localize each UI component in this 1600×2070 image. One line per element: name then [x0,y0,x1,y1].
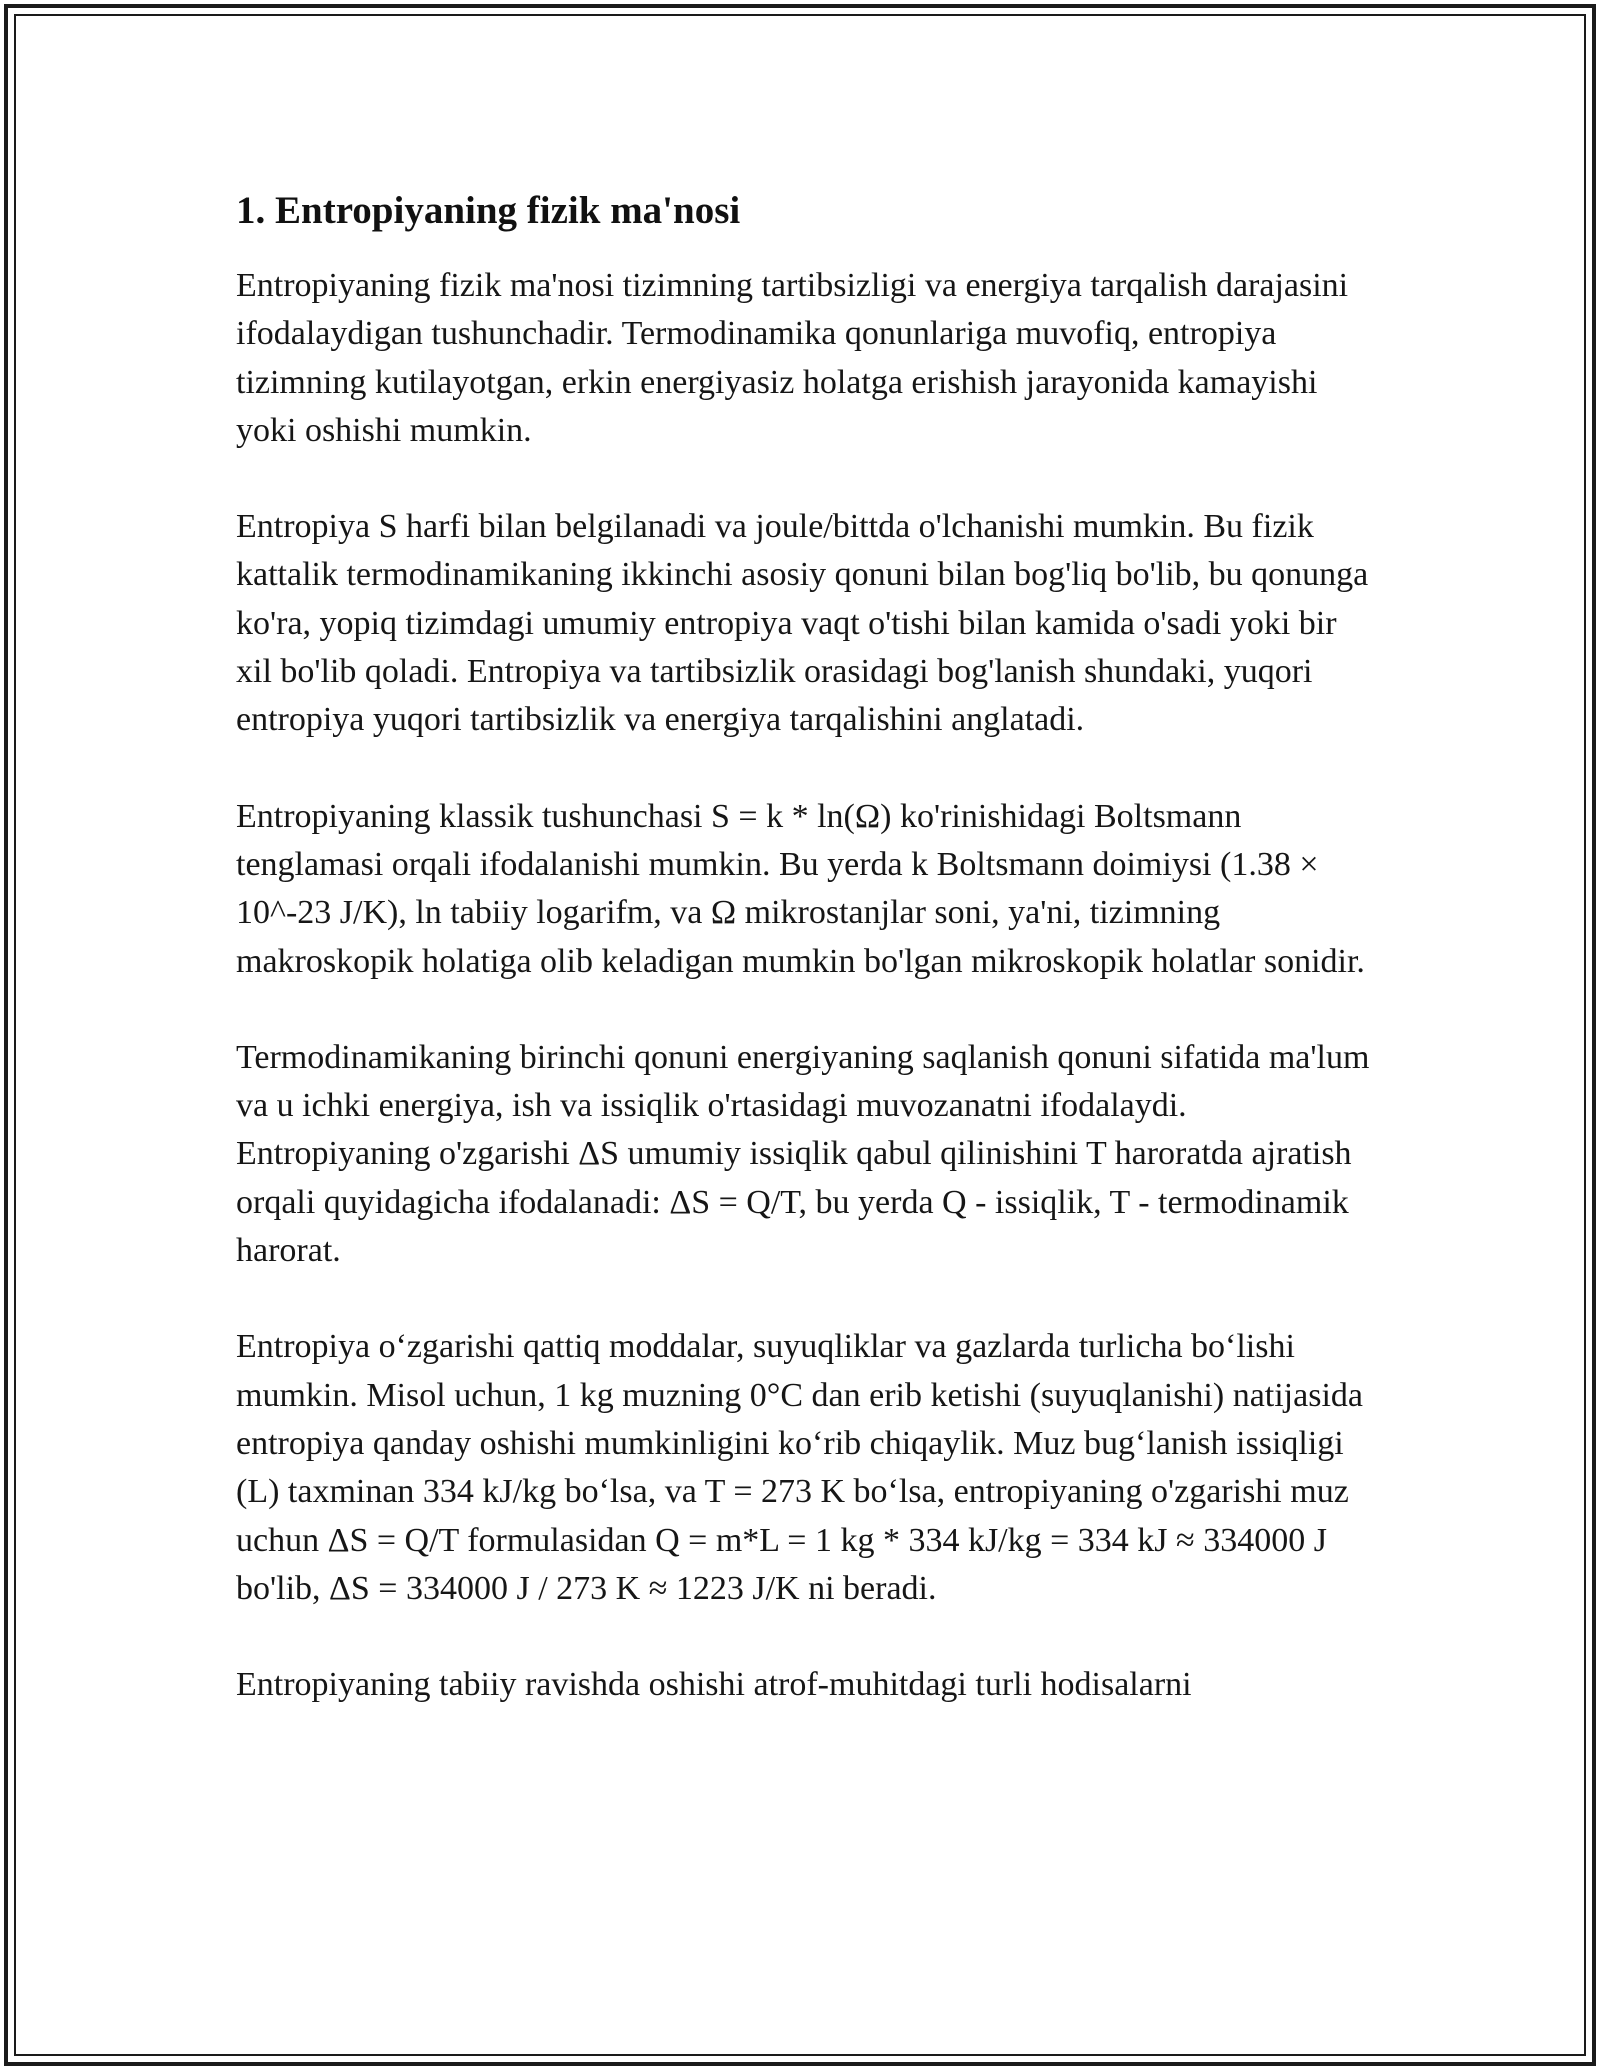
document-body [236,186,1376,1757]
paragraph-3: Entropiyaning klassik tushunchasi S = k * ln(Ω) ko'rinishidagi Boltsmann tenglamasi orqali ifodalanishi mumkin. Bu yerda k Boltsmann doimiysi (1.38 × 10^-23 J/K), ln tabiiy logarifm, va Ω mikrostanjlar soni, ya'ni, tizimning makroskopik holatiga olib keladigan mumkin bo'lgan mikroskopik holatlar sonidir. [236,797,1365,980]
paragraph-5: Entropiya oʻzgarishi qattiq moddalar, suyuqliklar va gazlarda turlicha boʻlishi mumkin. Misol uchun, 1 kg muzning 0°C dan erib ketishi (suyuqlanishi) natijasida entropiya qanday oshishi mumkinligini koʻrib chiqaylik. Muz bugʻlanish issiqligi (L) taxminan 334 kJ/kg boʻlsa, va T = 273 K boʻlsa, entropiyaning o'zgarishi muz uchun ΔS = Q/T formulasidan Q = m*L = 1 kg * 334 kJ/kg = 334 kJ ≈ 334000 J bo'lib, ΔS = 334000 J / 273 K ≈ 1223 J/K ni beradi. [236,1328,1363,1607]
paragraph-4: Termodinamikaning birinchi qonuni energiyaning saqlanish qonuni sifatida ma'lum va u ichki energiya, ish va issiqlik o'rtasidagi muvozanatni ifodalaydi. Entropiyaning o'zgarishi ΔS umumiy issiqlik qabul qilinishini T haroratda ajratish orqali quyidagicha ifodalanadi: ΔS = Q/T, bu yerda Q - issiqlik, T - termodinamik harorat. [236,1038,1370,1270]
paragraph-6: Entropiyaning tabiiy ravishda oshishi atrof-muhitdagi turli hodisalarni [236,1666,1192,1704]
paragraph-1: Entropiyaning fizik ma'nosi tizimning tartibsizligi va energiya tarqalish darajasini ifodalaydigan tushunchadir. Termodinamika qonunlariga muvofiq, entropiya tizimning kutilayotgan, erkin energiyasiz holatga erishish jarayonida kamayishi yoki oshishi mumkin. [236,267,1349,449]
section-title: 1. Entropiyaning fizik ma'nosi [236,189,741,232]
paragraph-2: Entropiya S harfi bilan belgilanadi va joule/bittda o'lchanishi mumkin. Bu fizik kattalik termodinamikaning ikkinchi asosiy qonuni bilan bog'liq bo'lib, bu qonunga ko'ra, yopiq tizimdagi umumiy entropiya vaqt o'tishi bilan kamida o'sadi yoki bir xil bo'lib qoladi. Entropiya va tartibsizlik orasidagi bog'lanish shundaki, yuqori entropiya yuqori tartibsizlik va energiya tarqalishini anglatadi. [236,508,1369,739]
